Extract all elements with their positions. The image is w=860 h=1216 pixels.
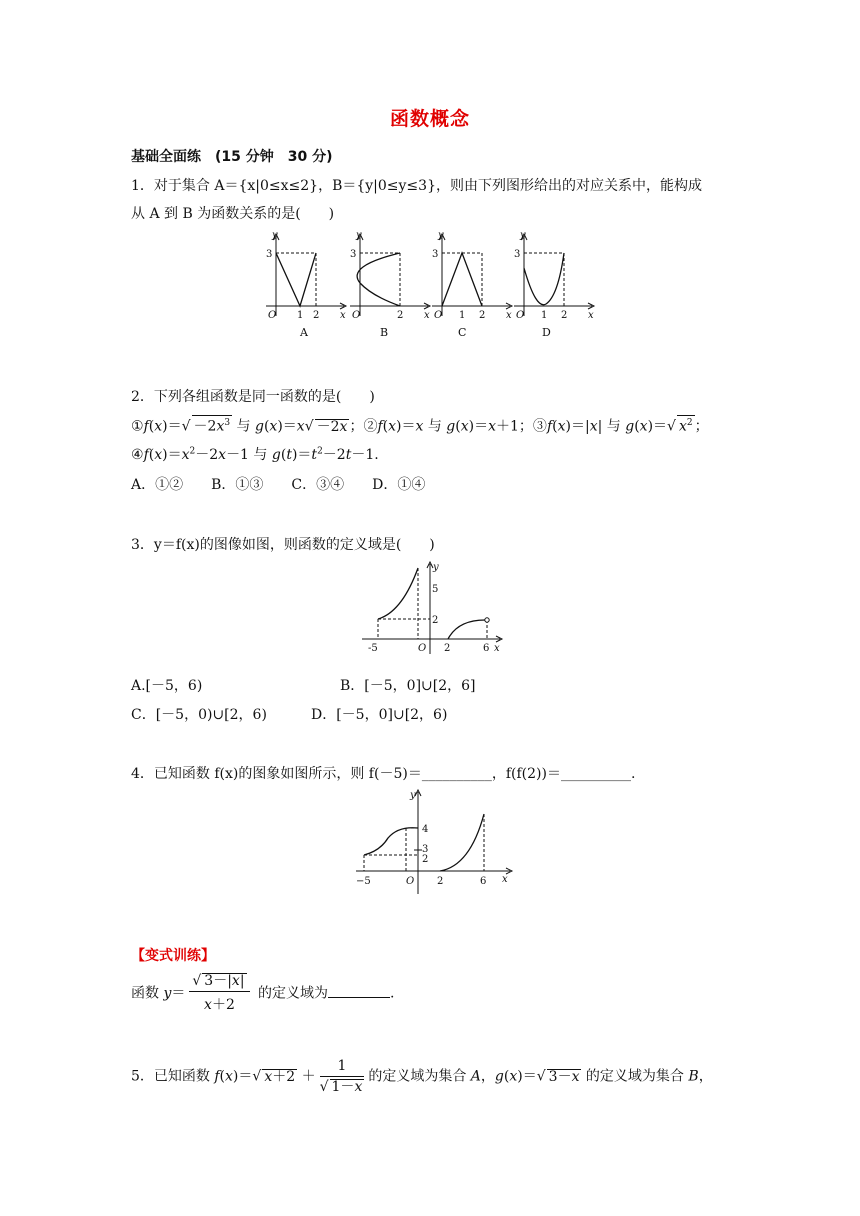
q1-label-d: D [542, 326, 551, 339]
section-heading: 基础全面练 (15 分钟 30 分) [131, 149, 333, 165]
q2-item-line1: ①f(x)＝√ $-2x^3$ 与 g(x)＝x√ －2x ；②f(x)＝x 与 g(x)＝x＋1；③f(x)＝|x| 与 g(x)＝√ $x^2$ ； [131, 415, 709, 436]
tick-6: 6 [483, 643, 490, 654]
tick-1: 1 [297, 310, 304, 321]
q1-figures [262, 228, 602, 340]
axis-y: y [520, 230, 526, 241]
tick-3: 3 [422, 844, 429, 855]
q1-figure-d [514, 230, 594, 339]
axis-x: x [506, 310, 512, 321]
axis-y: y [272, 230, 278, 241]
tick-2: 2 [422, 854, 429, 865]
tick-6: 6 [480, 876, 487, 887]
tick-2: 2 [397, 310, 404, 321]
q3-option-b: B．[－5，0]∪[2，6] [340, 678, 476, 694]
tick-neg5: −5 [356, 876, 371, 887]
q1-figure-c [432, 230, 512, 339]
q1-figure-b [350, 230, 430, 339]
axis-y: y [356, 230, 362, 241]
tick-1: 1 [541, 310, 548, 321]
origin: O [516, 310, 525, 321]
origin: O [352, 310, 361, 321]
q2-stem: 2．下列各组函数是同一函数的是( ) [131, 389, 375, 405]
q3-option-c: C．[－5，0)∪[2，6) [131, 707, 267, 723]
q5-question: 5．已知函数 f(x)＝√ x＋2 ＋ $\frac{1}{√ 1-x}$ 的定义域为集合 A，g(x)＝√ 3－x 的定义域为集合 B， [131, 1058, 713, 1095]
axis-y: y [438, 230, 444, 241]
origin: O [434, 310, 443, 321]
axis-y: y [410, 790, 416, 801]
axis-x: x [588, 310, 594, 321]
axis-x: x [502, 874, 508, 885]
tick-5: 5 [432, 584, 439, 595]
axis-x: x [424, 310, 430, 321]
tick-3: 3 [266, 249, 273, 260]
q1-label-b: B [380, 326, 389, 339]
origin: O [418, 643, 427, 654]
tick-2: 2 [432, 615, 439, 626]
q3-graph [360, 558, 510, 658]
q4-graph [352, 786, 522, 898]
q1-label-c: C [458, 326, 467, 339]
variant-heading: 【变式训练】 [131, 948, 215, 964]
origin: O [406, 876, 415, 887]
axis-x: x [340, 310, 346, 321]
axis-x: x [494, 643, 500, 654]
tick-2: 2 [479, 310, 486, 321]
origin: O [268, 310, 277, 321]
tick-3: 3 [350, 249, 357, 260]
tick-3: 3 [514, 249, 521, 260]
axis-y: y [433, 562, 439, 573]
q4-stem: 4．已知函数 f(x)的图象如图所示，则 f(－5)＝__________，f(f(2))＝__________. [131, 766, 636, 782]
page-title: 函数概念 [389, 108, 470, 130]
tick-3: 3 [432, 249, 439, 260]
tick-neg5: -5 [368, 643, 378, 654]
tick-2: 2 [561, 310, 568, 321]
q1-figure-a [266, 230, 346, 339]
tick-1: 1 [459, 310, 466, 321]
q3-stem: 3．y＝f(x)的图像如图，则函数的定义域是( ) [131, 537, 435, 553]
tick-x2: 2 [444, 643, 451, 654]
q1-stem-line1: 1．对于集合 A＝{x|0≤x≤2}，B＝{y|0≤y≤3}，则由下列图形给出的对应关系中，能构成 [131, 178, 702, 194]
tick-x2: 2 [437, 876, 444, 887]
q3-option-a: A.[－5，6) [131, 678, 203, 694]
variant-question: 函数 y＝ $\frac{√ 3-|x|}{x+2}$ 的定义域为 . [131, 973, 395, 1013]
q1-label-a: A [300, 326, 308, 339]
tick-2: 2 [313, 310, 320, 321]
q2-item-line2: $④f(x)=x^2-2x-1$ 与 $g(t)=t^2-2t-1$. [131, 446, 379, 463]
q3-option-d: D．[－5，0]∪[2，6) [311, 707, 448, 723]
tick-4: 4 [422, 824, 429, 835]
q2-options: A．①② B．①③ C．③④ D．①④ [131, 477, 426, 493]
q1-stem-line2: 从 A 到 B 为函数关系的是( ) [131, 206, 335, 222]
